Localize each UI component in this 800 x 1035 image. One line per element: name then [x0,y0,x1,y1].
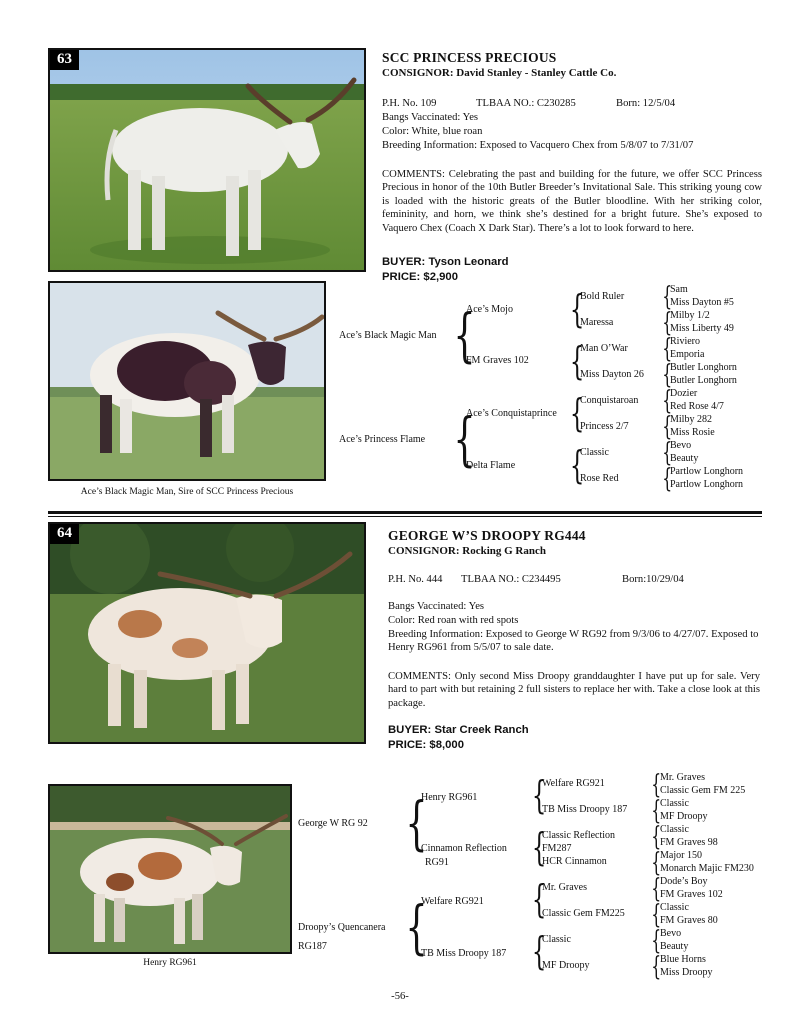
pedigree-brace: { [531,929,547,973]
pedigree-dam-reg: RG187 [298,941,327,952]
pedigree-brace: { [531,877,547,921]
pedigree-g2: Ace’s Conquistaprince [466,408,557,419]
pedigree-g4: Major 150 [660,850,702,861]
lot-divider [48,511,762,514]
lot-64-consignor: CONSIGNOR: Rocking G Ranch [388,545,546,557]
pedigree-dam: Droopy’s Quencanera [298,922,386,933]
spotted-bull-image [50,786,292,954]
pedigree-g4: Butler Longhorn [670,375,737,386]
pedigree-g4: Bevo [670,440,692,451]
pedigree-brace: { [569,391,585,435]
sire-photo-henry-rg961 [48,784,292,954]
pedigree-sire: George W RG 92 [298,818,368,829]
lot-63-buyer: BUYER: Tyson Leonard [382,256,509,268]
pedigree-brace: { [651,822,662,852]
lot-number-badge: 63 [50,50,79,70]
pedigree-g4: Red Rose 4/7 [670,401,724,412]
pedigree-g2: Ace’s Mojo [466,304,513,315]
lot-divider [48,516,762,517]
pedigree-g3: Classic [542,934,571,945]
pedigree-g4: Miss Dayton #5 [670,297,734,308]
page-number: -56- [391,991,409,1002]
lot-64-photo [48,522,366,744]
pedigree-g4: Classic Gem FM 225 [660,785,746,796]
pedigree-g4: FM Graves 102 [660,889,723,900]
pedigree-g3: TB Miss Droopy 187 [542,804,628,815]
white-cow-image [50,50,366,272]
pedigree-g4: Dode’s Boy [660,876,708,887]
pedigree-g3: Miss Dayton 26 [580,369,644,380]
pedigree-brace: { [651,926,662,956]
lot-63-breeding: Breeding Information: Exposed to Vacquero Chex from 5/8/07 to 7/31/07 [382,140,694,151]
lot-64-title: GEORGE W’S DROOPY RG444 [388,528,586,543]
lot-64-color: Color: Red roan with red spots [388,615,519,626]
pedigree-g4: FM Graves 98 [660,837,718,848]
pedigree-g3: Conquistaroan [580,395,639,406]
pedigree-brace: { [569,443,585,487]
red-roan-cow-image [50,524,366,744]
lot-63-bangs: Bangs Vaccinated: Yes [382,112,479,123]
pedigree-g3: MF Droopy [542,960,590,971]
pedigree-g4: Partlow Longhorn [670,466,744,477]
pedigree-brace: { [531,825,547,869]
pedigree-g4: Monarch Majic FM230 [660,863,754,874]
pedigree-brace: { [662,308,673,338]
pedigree-g3: Princess 2/7 [580,421,629,432]
lot-63-title: SCC PRINCESS PRECIOUS [382,50,557,65]
sire-photo-caption: Ace’s Black Magic Man, Sire of SCC Princess Precious [80,487,294,497]
pedigree-g3: Rose Red [580,473,619,484]
pedigree-g4: Beauty [660,941,689,952]
pedigree-g2: Welfare RG921 [421,896,484,907]
pedigree-g4: FM Graves 80 [660,915,718,926]
pedigree-g2: Henry RG961 [421,792,478,803]
pedigree-g2: Delta Flame [466,460,516,471]
pedigree-g4: Riviero [670,336,700,347]
pedigree-brace: { [651,900,662,930]
pedigree-g3: Maressa [580,317,614,328]
pedigree-brace: { [453,301,476,369]
lot-64-price: PRICE: $8,000 [388,739,464,751]
lot-64-buyer: BUYER: Star Creek Ranch [388,724,529,736]
pedigree-sire: Ace’s Black Magic Man [339,330,437,341]
pedigree-brace: { [662,464,673,494]
pedigree-brace: { [651,848,662,878]
pedigree-g3: Bold Ruler [580,291,625,302]
pedigree-brace: { [531,773,547,817]
pedigree-g2: FM Graves 102 [466,355,529,366]
pedigree-g3: Classic Gem FM225 [542,908,625,919]
pedigree-brace: { [662,360,673,390]
pedigree-g4: Emporia [670,349,705,360]
lot-63-ph-no: P.H. No. 109 [382,98,437,109]
lot-63-consignor: CONSIGNOR: David Stanley - Stanley Cattle Co. [382,67,617,79]
pedigree-g2: TB Miss Droopy 187 [421,948,507,959]
pedigree-g2: Cinnamon Reflection [421,843,507,854]
pedigree-brace: { [405,789,428,857]
lot-63-comments: COMMENTS: Celebrating the past and building for the future, we offer SCC Princess Precious in honor of the 10th Butler Breeder’s Invitational Sale. This striking young cow is loaded with the historic greats of the Butler bloodline. With her striking color, femininity, and horn, we think she’s destined for a bright future. She’s exposed to Vaquero Chex (Coach X Dark Star). There’s a lot to look forward to here. [382,169,762,234]
pedigree-g3: Welfare RG921 [542,778,605,789]
lot-64-bangs: Bangs Vaccinated: Yes [388,601,485,612]
pedigree-g3: Mr. Graves [542,882,587,893]
pedigree-g4: Miss Liberty 49 [670,323,734,334]
pedigree-g3: Man O’War [580,343,628,354]
lot-64-comments: COMMENTS: Only second Miss Droopy granddaughter I have put up for sale. Very hard to part with but retaining 2 full sisters to replace her with. Take a close look at this package. [388,671,760,709]
pedigree-g4: Beauty [670,453,699,464]
pedigree-g4: Classic [660,902,689,913]
pedigree-g3: FM287 [542,843,572,854]
pedigree-brace: { [651,770,662,800]
lot-63-color: Color: White, blue roan [382,126,483,137]
pedigree-dam: Ace’s Princess Flame [339,434,426,445]
lot-64-tlbaa-no: TLBAA NO.: C234495 [461,574,561,585]
pedigree-brace: { [662,438,673,468]
lot-63-born: Born: 12/5/04 [616,98,676,109]
pedigree-g3: Classic Reflection [542,830,616,841]
sire-photo-caption: Henry RG961 [143,958,197,968]
lot-63-tlbaa-no: TLBAA NO.: C230285 [476,98,576,109]
lot-number-badge: 64 [50,524,79,544]
pedigree-g2: RG91 [425,857,449,868]
lot-64-ph-no: P.H. No. 444 [388,574,443,585]
lot-63-photo [48,48,366,272]
sire-photo-aces-black-magic-man [48,281,326,481]
pedigree-brace: { [662,386,673,416]
pedigree-g4: Bevo [660,928,682,939]
pedigree-g4: Classic [660,798,689,809]
pedigree-brace: { [651,952,662,982]
pedigree-brace: { [405,893,428,961]
spotted-bull-image [50,283,326,481]
pedigree-brace: { [651,796,662,826]
pedigree-brace: { [662,282,673,312]
pedigree-brace: { [662,334,673,364]
lot-64-breeding: Breeding Information: Exposed to George W RG92 from 9/3/06 to 4/27/07. Exposed to Henry RG961 from 5/5/07 to sale date. [388,629,759,654]
pedigree-brace: { [662,412,673,442]
pedigree-g4: Blue Horns [660,954,706,965]
pedigree-brace: { [569,287,585,331]
pedigree-g4: Miss Droopy [660,967,713,978]
pedigree-g4: MF Droopy [660,811,708,822]
pedigree-g4: Classic [660,824,689,835]
pedigree-g4: Milby 1/2 [670,310,710,321]
pedigree-g4: Mr. Graves [660,772,705,783]
pedigree-g4: Sam [670,284,688,295]
pedigree-g4: Partlow Longhorn [670,479,744,490]
pedigree-g3: HCR Cinnamon [542,856,607,867]
pedigree-brace: { [569,339,585,383]
pedigree-g4: Butler Longhorn [670,362,737,373]
pedigree-brace: { [453,405,476,473]
lot-64-born: Born:10/29/04 [622,574,684,585]
pedigree-g4: Milby 282 [670,414,712,425]
pedigree-g4: Miss Rosie [670,427,715,438]
pedigree-g4: Dozier [670,388,698,399]
lot-63-price: PRICE: $2,900 [382,271,458,283]
pedigree-brace: { [651,874,662,904]
pedigree-g3: Classic [580,447,609,458]
